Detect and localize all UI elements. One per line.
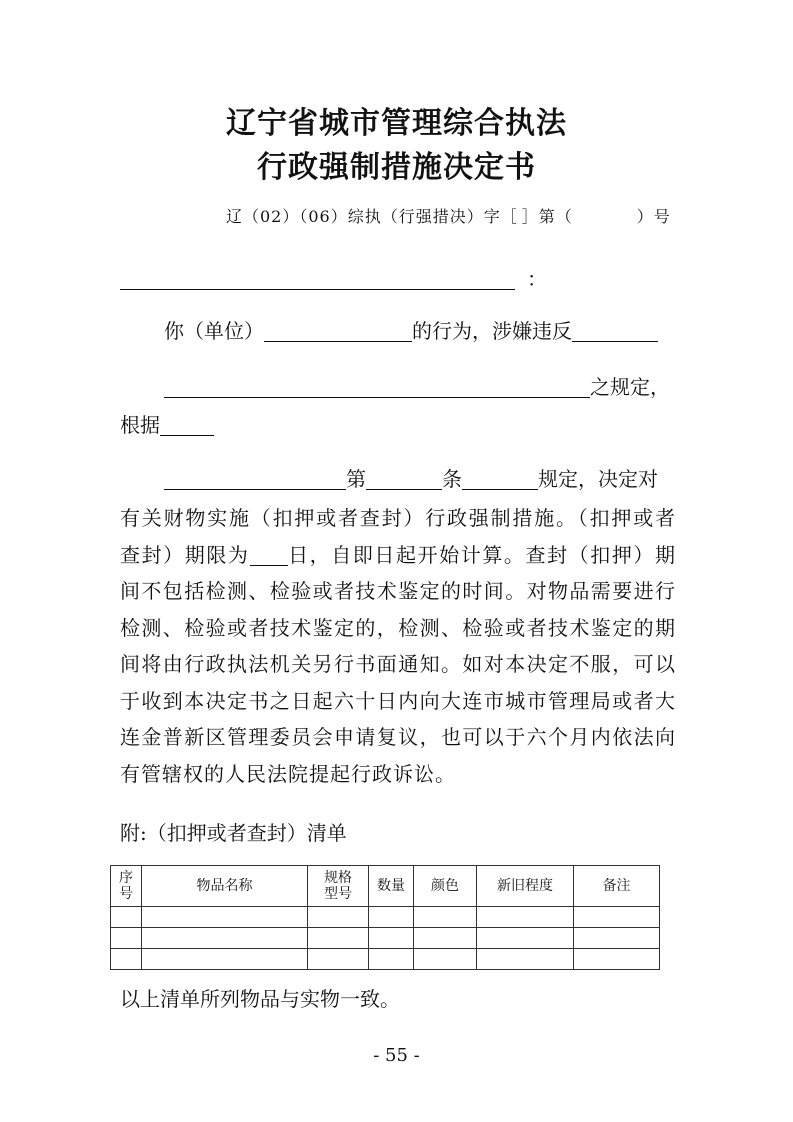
law-blank <box>164 467 346 490</box>
header-index: 序号 <box>111 866 142 907</box>
according-text: 根据 <box>120 413 160 437</box>
title-line-2: 行政强制措施决定书 <box>257 150 536 185</box>
you-unit-label: 你（单位） <box>164 319 264 343</box>
header-item-name: 物品名称 <box>142 866 308 907</box>
para1-line3 <box>120 410 214 440</box>
item-blank <box>462 467 538 490</box>
party-blank <box>264 319 412 342</box>
article-blank <box>366 467 442 490</box>
tiao-text: 条 <box>442 467 462 491</box>
days-blank <box>250 543 288 566</box>
title-line-1: 辽宁省城市管理综合执法 <box>226 106 567 141</box>
regulation-text: 之规定， <box>590 375 670 399</box>
attachment-label: 附:（扣押或者查封）清单 <box>120 821 347 845</box>
regulation-blank <box>164 375 590 398</box>
doc-number-suffix: ）号 <box>636 207 671 226</box>
para1-line1 <box>164 316 658 346</box>
document-number <box>226 204 671 227</box>
table-row <box>111 928 660 949</box>
table-row <box>111 907 660 928</box>
page-number: - 55 - <box>373 1045 420 1066</box>
table-header-row <box>111 866 660 907</box>
header-condition: 新旧程度 <box>477 866 574 907</box>
para2-text-a: 有关财物实施（扣押或者查封）行政强制措施。（扣押或者查封）期限为 <box>120 506 676 567</box>
addressee-colon: ： <box>527 267 547 291</box>
header-quantity: 数量 <box>369 866 414 907</box>
confirm-text: 以上清单所列物品与实物一致。 <box>120 987 400 1011</box>
violation-blank <box>572 319 658 342</box>
header-color: 颜色 <box>414 866 477 907</box>
addressee-line <box>120 264 547 294</box>
behavior-text: 的行为，涉嫌违反 <box>412 319 572 343</box>
seizure-list-table <box>110 865 660 970</box>
para2-text-b: 日，自即日起开始计算。查封（扣押）期间不包括检测、检验或者技术鉴定的时间。对物品需要进行检测、检验或者技术鉴定的，检测、检验或者技术鉴定的期间将由行政执法机关另行书面通知。如对本决定不服，可以于收到本决定书之日起六十日内向大连市城市管理局或者大连金普新区管理委员会申请复议，也可以于六个月内依法向有管辖权的人民法院提起行政诉讼。 <box>120 542 676 786</box>
di-text: 第 <box>346 467 366 491</box>
according-blank <box>160 413 214 436</box>
doc-number-prefix: 辽（02）（06）综执（行强措决）字［ <box>226 207 518 226</box>
para1-line2 <box>164 372 670 402</box>
addressee-blank <box>120 267 515 290</box>
para2-line1 <box>164 464 658 494</box>
header-spec: 规格型号 <box>308 866 369 907</box>
table-row <box>111 949 660 970</box>
doc-number-middle: ］第（ <box>521 207 573 226</box>
header-remarks: 备注 <box>574 866 660 907</box>
para2-body <box>120 500 676 792</box>
guiding-text: 规定，决定对 <box>538 467 658 491</box>
